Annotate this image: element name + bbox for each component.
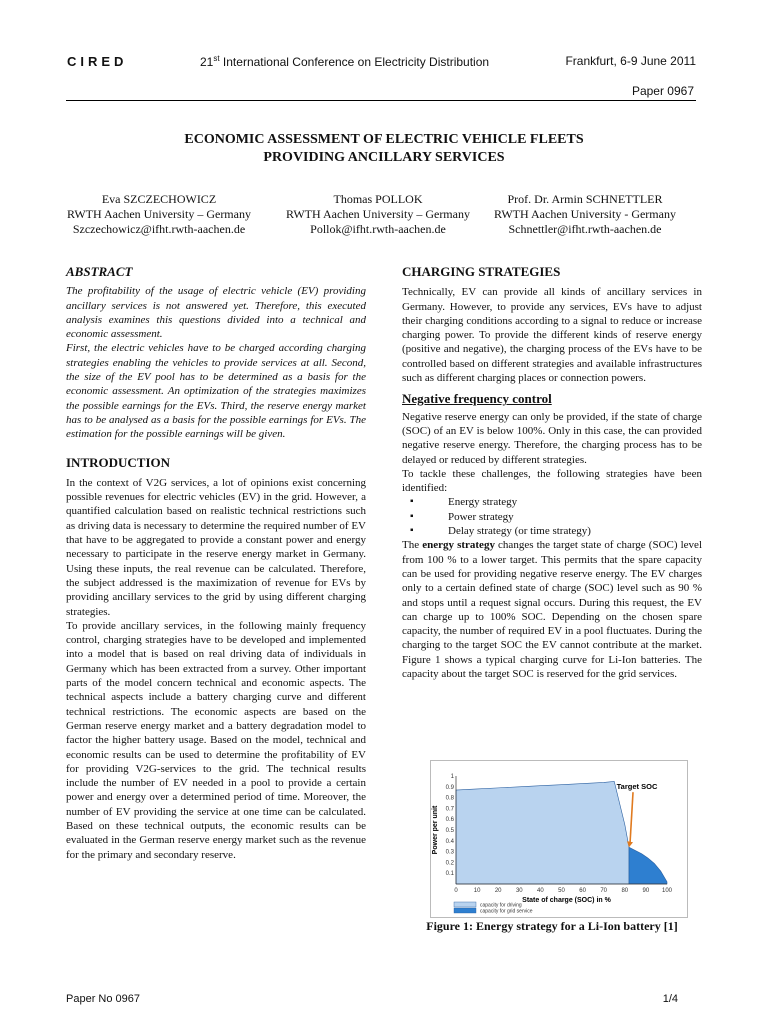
p4-post: changes the target state of charge (SOC) level from 100 % to a lower target. This permits that the spare capacity can be used for providing negative reserve energy. The EV charges only to a certain defined state of charge (SOC) level such as 90 % and stops until a request signal occurs. During this request, the EV can charge up to 100% SOC. Depending on the chosen spare capacity, the number of required EV in a pool fluctuates. During the charging to the target SOC the EV cannot contribute at the market. Figure 1 shows a typical charging curve for Li-Ion batteries. The capacity about the target SOC is reserved for the grid services.	[402, 539, 702, 681]
charging-paragraph-1: Technically, EV can provide all kinds of ancillary services in Germany. However, to provide any services, EVs have to adjust their charging conditions according to a signal to reduce or increase charging power. To provide the different kinds of reserve energy (positive and negative), the charging process of the EVs have to be controlled based on different strategies and available infrastructures such as different charging places or connection powers.	[402, 286, 702, 385]
author-affiliation: RWTH Aachen University - Germany	[494, 207, 676, 221]
strategy-list	[402, 495, 702, 538]
x-tick-label: 60	[579, 888, 586, 894]
soc-chart	[430, 760, 688, 918]
author-name: Prof. Dr. Armin SCHNETTLER	[507, 192, 663, 206]
author-name: Eva SZCZECHOWICZ	[101, 192, 217, 206]
footer-page: 1/4	[662, 993, 678, 1005]
x-tick-label: 30	[515, 888, 523, 894]
title-line-1: ECONOMIC ASSESSMENT OF ELECTRIC VEHICLE FLEETS	[184, 132, 584, 147]
list-item: ▪ Energy strategy	[402, 495, 702, 509]
x-tick-label: 90	[642, 888, 650, 894]
author-email: Szczechowicz@ifht.rwth-aachen.de	[72, 222, 246, 236]
author-1	[44, 192, 274, 237]
author-2	[263, 192, 493, 237]
author-email: Pollok@ifht.rwth-aachen.de	[310, 222, 446, 236]
charging-paragraph-2: Negative reserve energy can only be provided, if the state of charge (SOC) of an EV is below 100%. Only in this case, the can provided negative reserve energy. Therefore, the charging process has to be delayed or reduced by different strategies.	[402, 410, 702, 466]
paper-title	[0, 131, 768, 167]
series-area-1	[456, 781, 629, 884]
figure-caption: Figure 1: Energy strategy for a Li-Ion battery [1]	[426, 919, 678, 933]
legend-label-1: capacity for driving	[480, 902, 522, 909]
figure-1	[430, 760, 688, 918]
negative-frequency-subheading: Negative frequency control	[402, 391, 552, 407]
charging-heading: CHARGING STRATEGIES	[402, 264, 561, 279]
x-tick-label: 80	[621, 888, 629, 894]
y-tick-label: 0.9	[445, 784, 454, 791]
author-name: Thomas POLLOK	[333, 192, 423, 206]
paper-number: Paper 0967	[631, 84, 694, 98]
energy-strategy-term: energy strategy	[422, 539, 495, 552]
conference-rest: International Conference on Electricity Distribution	[219, 55, 490, 69]
location-date: Frankfurt, 6-9 June 2011	[565, 54, 696, 68]
annotation-target-soc: Target SOC	[616, 781, 658, 791]
y-axis-label: Power per unit	[432, 805, 439, 855]
y-tick-label: 1	[450, 774, 454, 780]
x-axis-label: State of charge (SOC) in %	[522, 897, 611, 904]
charging-paragraph-4	[402, 538, 702, 681]
org-name: CIRED	[67, 54, 128, 69]
legend-swatch-2	[454, 908, 476, 913]
introduction-heading: INTRODUCTION	[66, 454, 171, 470]
abstract-paragraph-2: First, the electric vehicles have to be charged according charging strategies enabling the vehicles to provide services at all. Second, the size of the EV pool has to be determined as a basis for the economic assessment. An optimization of the strategies maximizes the possible earnings for the EVs. Third, the reserve energy market has to be analysed as a basis for the possible earnings for EVs. The estimation for the possible earnings will be given.	[66, 342, 366, 441]
p4-pre: The	[402, 539, 423, 552]
x-tick-label: 100	[661, 888, 673, 894]
y-tick-label: 0.5	[445, 828, 454, 834]
right-column	[402, 265, 702, 681]
x-tick-label: 70	[600, 888, 608, 894]
y-tick-label: 0.3	[445, 849, 454, 856]
abstract-heading: ABSTRACT	[66, 264, 133, 279]
introduction-paragraph-2: To provide ancillary services, in the following mainly frequency control, charging strategies have to be developed and implemented into a model that is based on real driving data of individuals in Germany which has been extracted from a survey. Other important parts of the model concern technical and economic aspects. The technical aspects include a battery charging curve and different technical restrictions. The economic aspects are based on the German reserve energy market and a battery degradation model to factor the higher battery usage. Based on the model, technical and economic results can be used to determine the profitability of EV for providing V2G-services to the grid. The technical results include the number of EV needed in a pool to provide a certain power and energy over a determined period of time. Moreover, the number of EV providing the service at one time can be calculated. Based on these technical outputs, the economic results can be evaluated in the German reserve energy market such as the revenue for the primary and secondary reserve.	[66, 619, 366, 861]
x-tick-label: 40	[537, 888, 544, 894]
conference-name	[200, 54, 489, 69]
y-tick-label: 0.7	[445, 806, 454, 813]
y-tick-label: 0.2	[445, 860, 454, 867]
introduction-paragraph-1: In the context of V2G services, a lot of opinions exist concerning possible revenues for electric vehicles (EV) in the grid. However, a quantified calculation based on realistic technical restrictions such as driving data is necessary to determine the required number of EV that have to be aggregated to provide a constant power and energy necessary to participate in the reserve energy market in Germany. Using these inputs, the real revenue can be calculated. Therefore, the subject addressed is the maximization of revenue for EVs by providing ancillary services to the grid by using different charging strategies.	[66, 476, 366, 618]
legend-swatch-1	[454, 902, 476, 907]
author-email: Schnettler@ifht.rwth-aachen.de	[508, 222, 662, 236]
y-tick-label: 0.4	[445, 838, 454, 845]
left-column	[66, 265, 366, 862]
author-3	[470, 192, 700, 237]
x-tick-label: 50	[558, 888, 565, 894]
author-affiliation: RWTH Aachen University – Germany	[286, 207, 470, 221]
y-tick-label: 0.6	[445, 817, 454, 824]
y-tick-label: 0.1	[445, 871, 454, 878]
y-tick-label: 0.8	[445, 795, 454, 802]
list-item: ▪ Delay strategy (or time strategy)	[402, 524, 702, 538]
title-line-2: PROVIDING ANCILLARY SERVICES	[263, 150, 505, 165]
x-tick-label: 10	[473, 888, 481, 894]
conference-ordinal-sup: st	[213, 54, 220, 63]
author-affiliation: RWTH Aachen University – Germany	[67, 207, 251, 221]
conference-ordinal: 21	[200, 55, 214, 69]
abstract-paragraph-1: The profitability of the usage of electric vehicle (EV) providing ancillary services is not answered yet. Therefore, this executed analysis examines this questions divided into a technical and economic assessment.	[66, 285, 366, 341]
x-tick-label: 0	[454, 888, 458, 894]
legend-label-2: capacity for grid service	[480, 908, 533, 915]
footer-paper-no: Paper No 0967	[66, 993, 140, 1005]
list-item: ▪ Power strategy	[402, 510, 702, 524]
x-tick-label: 20	[494, 888, 502, 894]
header-rule	[66, 100, 696, 101]
charging-paragraph-3: To tackle these challenges, the following strategies have been identified:	[402, 467, 702, 495]
